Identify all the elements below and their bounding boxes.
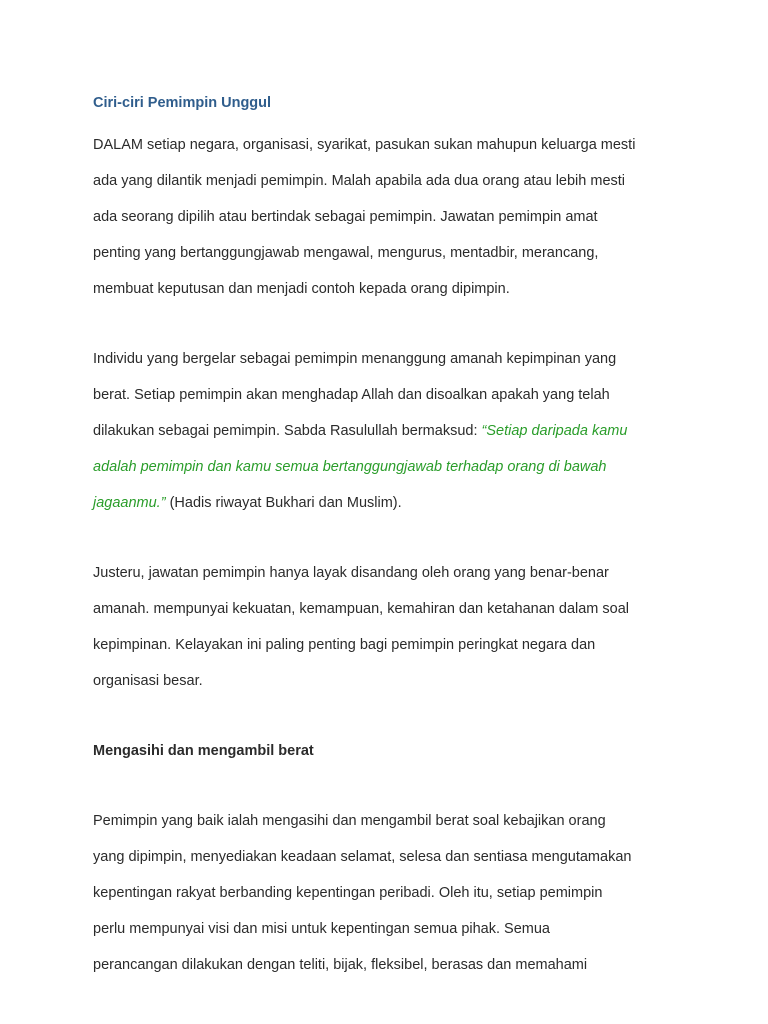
text-line: berat. Setiap pemimpin akan menghadap Allah dan disoalkan apakah yang telah: [93, 387, 610, 403]
text-line: Justeru, jawatan pemimpin hanya layak disandang oleh orang yang benar-benar: [93, 565, 609, 581]
paragraph-spacer: [93, 699, 713, 733]
paragraph-intro: [93, 127, 713, 307]
text-line: perlu mempunyai visi dan misi untuk kepentingan semua pihak. Semua: [93, 921, 550, 937]
text-line: organisasi besar.: [93, 673, 203, 689]
document-title: Ciri-ciri Pemimpin Unggul: [93, 95, 272, 111]
text-line: penting yang bertanggungjawab mengawal, mengurus, mentadbir, merancang,: [93, 245, 599, 261]
hadith-quote-middle: adalah pemimpin dan kamu semua bertanggungjawab terhadap orang di bawah: [93, 459, 607, 475]
text-line-mixed: [93, 485, 713, 521]
text-line: yang dipimpin, menyediakan keadaan selamat, selesa dan sentiasa mengutamakan: [93, 849, 632, 865]
text-line-mixed: [93, 413, 713, 449]
section-subheading: Mengasihi dan mengambil berat: [93, 743, 314, 759]
paragraph-hadith: [93, 341, 713, 521]
hadith-quote-start: “Setiap daripada kamu: [481, 423, 628, 439]
paragraph-spacer: [93, 521, 713, 555]
text-line: perancangan dilakukan dengan teliti, bijak, fleksibel, berasas dan memahami: [93, 957, 588, 973]
text-line: Pemimpin yang baik ialah mengasihi dan mengambil berat soal kebajikan orang: [93, 813, 606, 829]
text-fragment: dilakukan sebagai pemimpin. Sabda Rasulullah bermaksud:: [93, 423, 482, 439]
text-line: Individu yang bergelar sebagai pemimpin menanggung amanah kepimpinan yang: [93, 351, 617, 367]
text-line: amanah. mempunyai kekuatan, kemampuan, kemahiran dan ketahanan dalam soal: [93, 601, 630, 617]
text-line: ada yang dilantik menjadi pemimpin. Malah apabila ada dua orang atau lebih mesti: [93, 173, 626, 189]
text-line: ada seorang dipilih atau bertindak sebagai pemimpin. Jawatan pemimpin amat: [93, 209, 598, 225]
text-line: membuat keputusan dan menjadi contoh kepada orang dipimpin.: [93, 281, 510, 297]
hadith-citation: (Hadis riwayat Bukhari dan Muslim).: [165, 495, 402, 511]
paragraph-caring: [93, 803, 713, 983]
text-line: kepimpinan. Kelayakan ini paling penting bagi pemimpin peringkat negara dan: [93, 637, 596, 653]
hadith-quote-end: jagaanmu.”: [93, 495, 166, 511]
text-line: DALAM setiap negara, organisasi, syarikat, pasukan sukan mahupun keluarga mesti: [93, 137, 636, 153]
paragraph-spacer: [93, 769, 713, 803]
text-line: kepentingan rakyat berbanding kepentingan peribadi. Oleh itu, setiap pemimpin: [93, 885, 603, 901]
paragraph-spacer: [93, 307, 713, 341]
document-page: [93, 93, 713, 983]
paragraph-qualification: [93, 555, 713, 699]
